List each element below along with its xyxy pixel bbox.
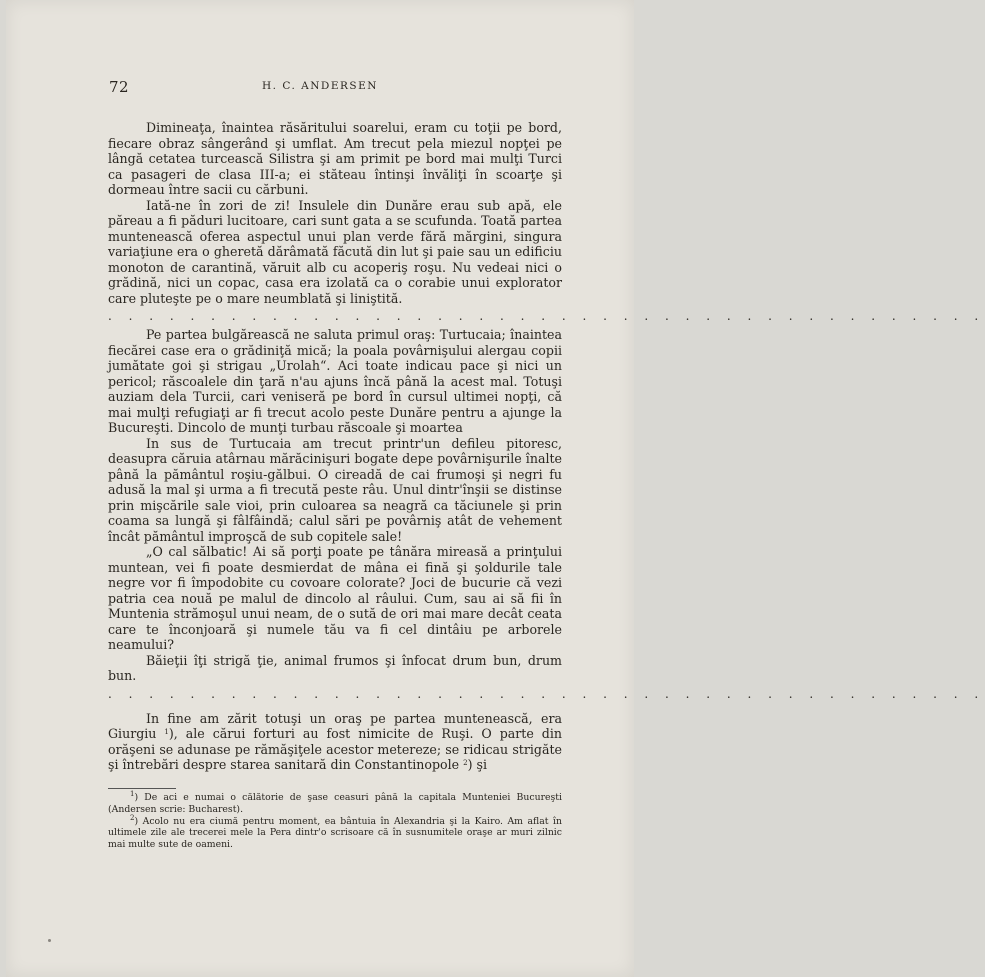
- footnote: $^2$) Acolo nu era ciumă pentru moment, ea bântuia în Alexandria şi la Kairo. Am aflat în ultimele zile ale trecerei mele la Pera dintr'o scrisoare că în susnumitele oraşe ar muri zilnic mai multe sute de oameni.: [108, 813, 562, 851]
- paragraph: Băieţii îţi strigă ţie, animal frumos şi înfocat drum bun, drum bun.: [108, 652, 562, 683]
- paragraph: Iată-ne în zori de zi! Insulele din Dunăre erau sub apă, ele păreau a fi păduri lucitoare, cari sunt gata a se scufunda. Toată partea muntenească oferea aspectul unui plan verde fără mărgini, singura variaţiune era o gheretă dărâmată făcută din lut şi paie sau un edificiu monoton de carantină, văruit alb cu acoperiş roşu. Nu vedeai nici o grădină, nici un copac, casa era izolată ca o corabie unui explorator care pluteşte pe o mare neumblată şi liniştită.: [108, 197, 562, 306]
- paragraph: „O cal sălbatic! Ai să porţi poate pe tânăra mireasă a prinţului muntean, vei fi poate desmierdat de mâna ei fină şi şoldurile tale negre vor fi împodobite cu covoare colorate? Joci de bucurie că vezi patria cea nouă pe malul de dincolo al râului. Cum, sau ai să fii în Muntenia strămoşul unui neam, de o sută de ori mai mare decât ceata care te înconjoară şi numele tău va fi cel dintâiu pe arborele neamului?: [108, 544, 562, 652]
- footnote: $^1$) De aci e numai o călătorie de şase ceasuri până la capitala Munteniei Bucureşti (Andersen scrie: Bucharest).: [108, 790, 562, 815]
- footnotes: [108, 792, 562, 851]
- book-page: [6, 0, 985, 977]
- paragraph: Dimineaţa, înaintea răsăritului soarelui, eram cu toţii pe bord, fiecare obraz sângerând şi umflat. Am trecut pela miezul nopţei pe lângă cetatea turcească Silistra şi am primit pe bord mai mulţi Turci ca pasageri de clasa III-a; ei stăteau întinşi învăliţi în scoarţe şi dormeau între sacii cu cărbuni.: [108, 120, 562, 197]
- footnote-reference: 1: [164, 728, 169, 736]
- footnote-marker: 1: [130, 790, 135, 798]
- paragraph: Pe partea bulgărească ne saluta primul oraş: Turtucaia; înaintea fiecărei case era o grădiniţă mică; la poala povârnişului alergau copii jumătate goi şi strigau „Urolah“. Aci toate indicau pace şi nici un pericol; răscoalele din ţară n'au ajuns încă până la acest mal. Totuşi auziam dela Turcii, cari veniseră pe bord în cursul ultimei nopţi, că mai mulţi refugiaţi ar fi trecut acolo peste Dunăre pentru a ajunge la Bucureşti. Dincolo de munţi turbau răscoale şi moartea: [108, 327, 562, 435]
- page-header: [6, 78, 634, 98]
- paragraph: In fine am zărit totuşi un oraş pe partea muntenească, era Giurgiu $^1$), ale cărui forturi au fost nimicite de Ruşi. O parte din orăşeni se adunase pe rămăşiţele acestor metereze; se ridicau strigăte şi întrebări despre starea sanitară din Constantinopole $^2$) şi: [108, 710, 562, 772]
- paragraph-text: , ale cărui forturi au fost nimicite de Ruşi. O parte din orăşeni se adunase pe rămăşiţele acestor metereze; se ridicau strigăte şi întrebări despre starea sanitară din Constantinopole: [108, 726, 562, 772]
- footnote-reference: 2: [463, 759, 468, 767]
- footnote-marker: 2: [130, 813, 135, 822]
- page-number: 72: [109, 78, 130, 96]
- paragraph: In sus de Turtucaia am trecut printr'un defileu pitoresc, deasupra căruia atârnau mărăcinişuri bogate depe povârnişurile înalte până la pământul roşiu-gălbui. O cireadă de cai frumoşi şi negri fu adusă la mal şi urma a fi trecută peste râu. Unul dintr'înşii se distinse prin mişcările sale vioi, prin culoarea sa neagră ca tăciunele şi prin coama sa lungă şi fâlfâindă; calul sări pe povârniş atât de vehement încât pământul improşcă de sub copitele sale!: [108, 435, 562, 544]
- paragraph-text: şi: [472, 757, 488, 772]
- section-break-dots: . . . . . . . . . . . . . . . . . . . . . . . . . . . . . . . . . . . . . . . . . . .: [108, 686, 985, 701]
- footnote-text: De aci e numai o călătorie de şase ceasuri până la capitala Munteniei Bucureşti (Andersen scrie: Bucharest).: [108, 792, 562, 815]
- footnote-text: Acolo nu era ciumă pentru moment, ea bântuia în Alexandria şi la Kairo. Am aflat în ultimele zile ale trecerei mele la Pera dintr'o scrisoare că în susnumitele oraşe ar muri zilnic mai multe sute de oameni.: [108, 815, 562, 851]
- running-head: H. C. ANDERSEN: [262, 80, 378, 92]
- paragraph-text: In fine am zărit totuşi un oraş pe partea muntenească, era Giurgiu: [108, 710, 562, 741]
- section-break-dots: . . . . . . . . . . . . . . . . . . . . . . . . . . . . . . . . . . . . . . . . . . .: [108, 309, 985, 323]
- body-text: [108, 120, 985, 773]
- footnote-rule: [108, 788, 176, 789]
- paper-speck: [48, 939, 51, 942]
